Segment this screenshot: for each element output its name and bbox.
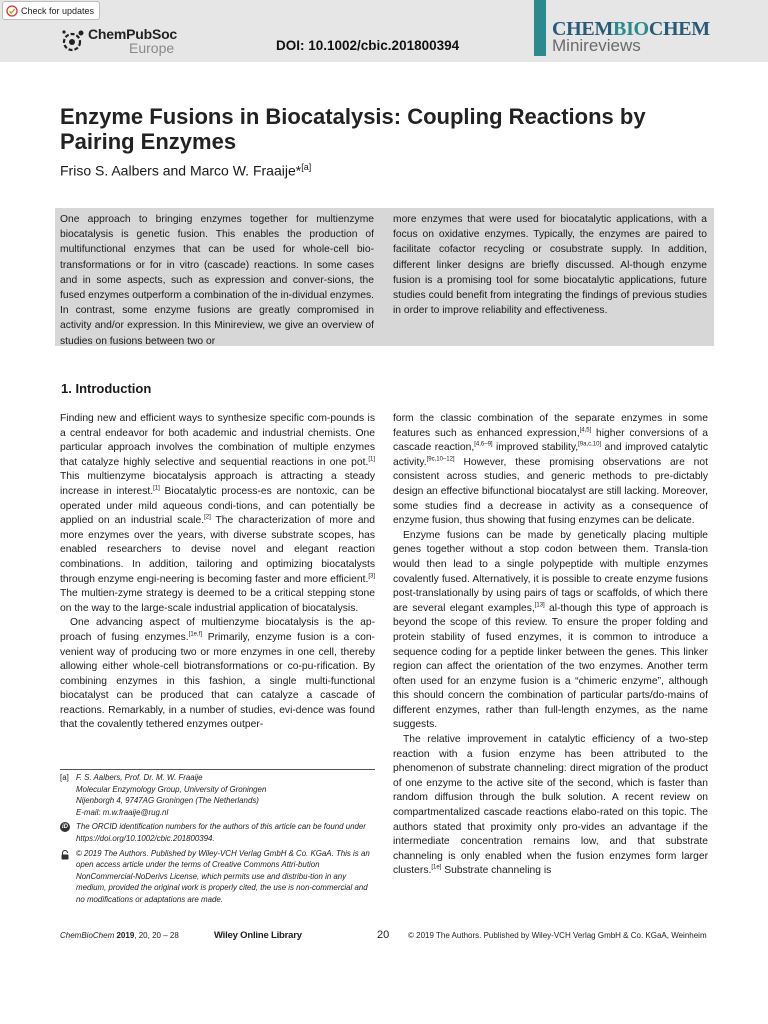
footer-journal: ChemBioChem: [60, 931, 115, 940]
body-text: One advancing aspect of multienzyme biocatalysis is the ap-proach of fusing enzymes.: [60, 617, 375, 643]
publisher-logo-icon: [60, 28, 86, 54]
journal-name-a: CHEM: [552, 18, 614, 40]
check-for-updates-button[interactable]: [2, 1, 100, 20]
body-text: improved stability,: [492, 442, 579, 454]
body-text: The characterization of more and more enzymes over the years, with diverse substrate scopes, has enabled researchers to devise novel and elegant reaction combinations. In addition, tailoring and optimizing biocatalysts through enzyme engi-neering is becoming faster and more efficient.: [60, 515, 375, 585]
body-paragraph: [393, 529, 708, 733]
reference-citation[interactable]: [4,6–9]: [474, 441, 493, 448]
doi-link[interactable]: DOI: 10.1002/cbic.201800394: [276, 38, 460, 53]
reference-citation[interactable]: [1e,f]: [188, 631, 203, 638]
body-paragraph: [60, 616, 375, 733]
body-text: Primarily, enzyme fusion is a con-venient way of producing two or more enzymes in one cell, thereby allowing either whole-cell biotransformations or co-pu-rification. By combining enzymes in this fashion, a single multi-functional biocatalyst can be produced that can catalyze a cascade of reactions. Remarkably, in a number of studies, evi-dence was found that the covalently tethered enzymes outper-: [60, 631, 375, 731]
journal-name-c: CHEM: [648, 18, 710, 40]
author-affil-mark[interactable]: [a]: [301, 162, 312, 172]
check-updates-label: Check for updates: [21, 5, 95, 16]
body-text: Finding new and efficient ways to synthesize specific com-pounds is a central endeavor for both academic and industrial chemists. One particular approach involves the combination of multiple enzymes that catalyze highly selective and sequential reactions in one pot.: [60, 413, 375, 468]
body-text: The relative improvement in catalytic efficiency of a two-step reaction with a fusion enzyme has been attributed to the phenomenon of substrate channeling: direct migration of the product of one enzyme to the active site of the second, which is faster than random diffusion through the bulk solution. A recent review on compartmentalized cascade reactions elabo-rated on this topic. The authors stated that proximity only pro-vides an advantage if the intermediate concentration remains low, and that substrate channeling is only enabled when the fusion enzymes form larger clusters.: [393, 734, 708, 877]
affiliation-label: [a]: [60, 773, 69, 782]
footer-year: 2019: [116, 931, 135, 940]
footer-copyright: © 2019 The Authors. Published by Wiley-VCH Verlag GmbH & Co. KGaA, Weinheim: [408, 931, 707, 940]
publisher-name: ChemPubSoc: [88, 26, 178, 42]
body-column-left: [60, 412, 375, 733]
journal-banner: [534, 0, 768, 62]
reference-citation[interactable]: [2]: [204, 514, 211, 521]
footer-library-link[interactable]: Wiley Online Library: [214, 930, 302, 941]
author-names: Friso S. Aalbers and Marco W. Fraaije*: [60, 162, 302, 179]
license-footnote: [60, 848, 375, 906]
reference-citation[interactable]: [1]: [153, 485, 160, 492]
check-updates-icon: [6, 5, 18, 17]
footnotes: [60, 772, 375, 906]
reference-citation[interactable]: [13]: [534, 602, 545, 609]
footnote-rule: [60, 769, 375, 770]
publisher-sub: Europe: [129, 40, 175, 56]
reference-citation[interactable]: [1]: [368, 456, 375, 463]
body-paragraph: [393, 733, 708, 879]
body-text: The multien-zyme strategy is deemed to be a critical stepping stone on the way to the large-scale industrial application of biocatalysis.: [60, 588, 375, 614]
article-authors: [60, 162, 311, 179]
reference-citation[interactable]: [9a,c,10]: [578, 441, 602, 448]
body-text: al-though this type of approach is beyond the scope of this review. To ensure the proper folding and protein stability of fused enzymes, it is common to introduce a sequence coding for a peptide linker between the genes. This linker region can affect the orientation of the two enzymes. Another term often used for an enzyme fusion is a “chimeric enzyme”, although this should concern the combination of particular parts/do-mains of different enzymes, rather than full-length enzymes, as the name suggests.: [393, 602, 708, 731]
license-text: © 2019 The Authors. Published by Wiley-VCH Verlag GmbH & Co. KGaA. This is an open access article under the terms of Creative Commons Attri-bution NonCommercial-NoDerivs License, which permits use and distribu-tion in any medium, provided the original work is properly cited, the use is non-commercial and no modifications or adaptations are made.: [76, 848, 370, 904]
article-type: Minireviews: [552, 36, 641, 55]
reference-citation[interactable]: [3]: [368, 573, 375, 580]
body-paragraph: [60, 412, 375, 616]
affiliation-names: F. S. Aalbers, Prof. Dr. M. W. Fraaije: [76, 773, 203, 782]
abstract-col-2: more enzymes that were used for biocatalytic applications, with a focus on oxidative enzymes. Typically, the enzymes are paired to facilitate cofactor recycling or cosubstrate supply. In addition, different linker designs are briefly discussed. Al-though enzyme fusion is a promising tool for some biocatalytic applications, future studies could benefit from integrating the findings of previous studies in order to improve reliability and effectiveness.: [393, 214, 707, 317]
affiliation-footnote: [60, 772, 375, 818]
body-text: This multienzyme biocatalysis approach is attracting a steady increase in interest.: [60, 471, 375, 497]
publisher-logo: [60, 26, 180, 56]
body-text: and improved catalytic activity.: [393, 442, 708, 468]
article-title: Enzyme Fusions in Biocatalysis: Coupling Reactions by Pairing Enzymes: [60, 104, 646, 154]
body-text: form the classic combination of the separate enzymes in some features such as enhanced expression,: [393, 413, 708, 439]
orcid-text[interactable]: The ORCID identification numbers for the authors of this article can be found under https://doi.org/10.1002/cbic.201800394.: [76, 822, 366, 843]
open-access-icon: [60, 850, 70, 860]
journal-name-b: BIO: [613, 18, 649, 40]
footer-citation: [60, 931, 179, 940]
reference-citation[interactable]: [1e]: [431, 864, 442, 871]
section-heading: 1. Introduction: [61, 381, 152, 396]
reference-citation[interactable]: [9c,10–12]: [426, 456, 455, 463]
page-number: 20: [377, 929, 390, 941]
body-paragraph: [393, 412, 708, 529]
orcid-footnote: [60, 821, 375, 844]
affiliation-group: Molecular Enzymology Group, University of Groningen: [76, 784, 267, 794]
journal-accent-bar: [534, 0, 546, 56]
body-text: Biocatalytic process-es are nontoxic, can be operated under mild aqueous condi-tions, and can potentially be applied on an industrial scale.: [60, 485, 375, 527]
footer-volume-pages: , 20, 20 – 28: [134, 931, 179, 940]
body-text: Enzyme fusions can be made by genetically placing multiple genes together without a stop codon between them. Transla-tion would then lead to a single polypeptide with multiple enzymes covalently fused. Alternatively, it is possible to create enzyme fusions post-translationally by using pairs of tags or scaffolds, of which there are several elegant examples,: [393, 529, 708, 614]
body-text: higher conversions of a cascade reaction,: [393, 427, 708, 454]
body-text: However, these promising observations are not consistent across studies, and generic methods to pre-dictably design an effective bifunctional biocatalyst are still lacking. Moreover, some studies find a decrease in activity as a consequence of enzyme fusion, thus showing that fusing enzymes can be delicate.: [393, 456, 708, 527]
body-column-right: [393, 412, 708, 879]
affiliation-email[interactable]: E-mail: m.w.fraaije@rug.nl: [76, 807, 169, 817]
orcid-icon: iD: [62, 824, 68, 831]
abstract-col-1: One approach to bringing enzymes together for multienzyme biocatalysis is genetic fusion. This enables the production of multifunctional enzymes that can be used for whole-cell bio-transformations or for in vitro (cascade) reactions. In some cases and in some aspects, such as expression and conver-sions, the fused enzymes outperform a combination of the in-dividual enzymes. In contrast, some enzyme fusions are greatly compromised in activity and/or expression. In this Minireview, we give an overview of studies on fusions between two or: [60, 214, 374, 347]
affiliation-address: Nijenborgh 4, 9747AG Groningen (The Netherlands): [76, 796, 259, 806]
reference-citation[interactable]: [4,5]: [579, 427, 592, 434]
body-text: Substrate channeling is: [441, 865, 552, 877]
